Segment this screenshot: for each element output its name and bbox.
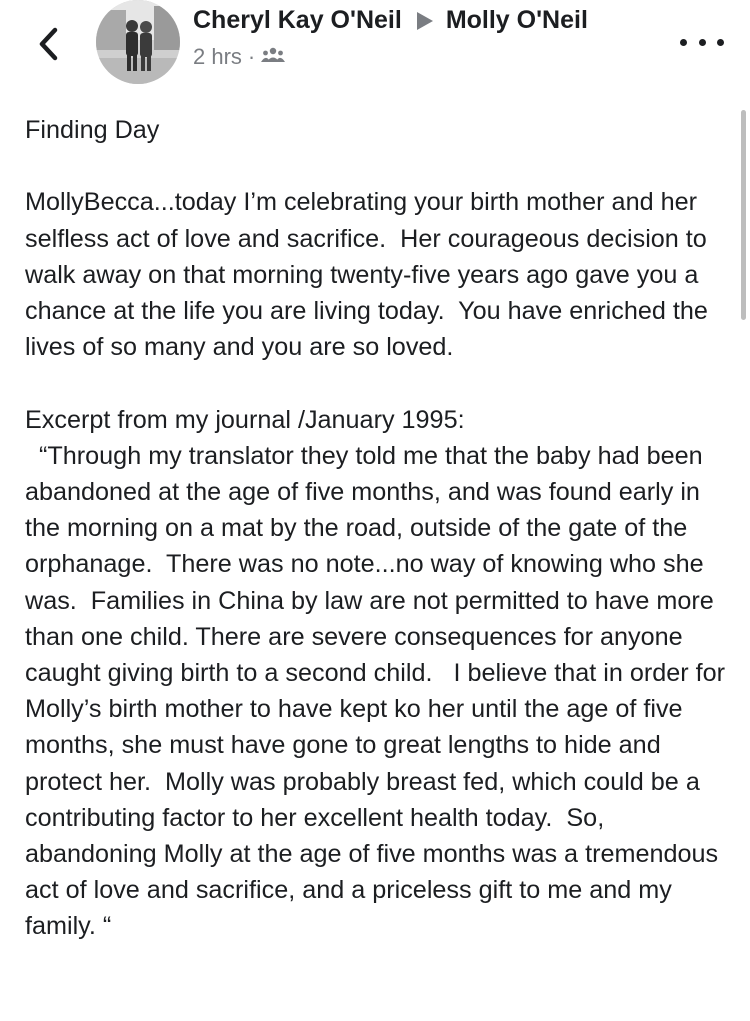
triangle-right-icon (416, 11, 434, 31)
chevron-left-icon (37, 27, 59, 61)
post-header (0, 0, 750, 92)
ellipsis-icon (680, 39, 687, 46)
excerpt-heading: Excerpt from my journal /January 1995: (25, 405, 465, 434)
scrollbar[interactable] (741, 110, 746, 320)
more-options-button[interactable] (680, 30, 724, 54)
back-button[interactable] (30, 22, 66, 66)
meta-separator: · (247, 44, 256, 69)
author-name[interactable]: Cheryl Kay O'Neil (193, 6, 402, 34)
post-meta (193, 44, 285, 70)
friends-icon[interactable] (261, 44, 285, 70)
post-participants (193, 6, 588, 35)
journal-excerpt: “Through my translator they told me that the baby had been abandoned at the age of five months, and was found early in the morning on a mat by the road, outside of the gate of the orphanage. There was no note...no way of knowing who she was. Families in China by law are not permitted to have more than one child. There are severe consequences for anyone caught giving birth to a second child. I believe that in order for Molly’s birth mother to have kept ko her until the age of five months, she must have gone to great lengths to hide and protect her. Molly was probably breast fed, which could be a contributing factor to her excellent health today. So, abandoning Molly at the age of five months was a tremendous act of love and sacrifice, and a priceless gift to me and my family. “ (25, 441, 733, 941)
post-title: Finding Day (25, 116, 160, 144)
avatar[interactable] (96, 0, 180, 84)
post-paragraph: MollyBecca...today I’m celebrating your birth mother and her selfless act of love and sacrifice. Her courageous decision to walk away on that morning twenty-five years ago gave you a chance at the life you are living today. You have enriched the lives of so many and you are so loved. (25, 188, 715, 362)
post-timestamp[interactable]: 2 hrs (193, 44, 242, 69)
recipient-name[interactable]: Molly O'Neil (445, 6, 588, 34)
post-body (25, 112, 735, 945)
